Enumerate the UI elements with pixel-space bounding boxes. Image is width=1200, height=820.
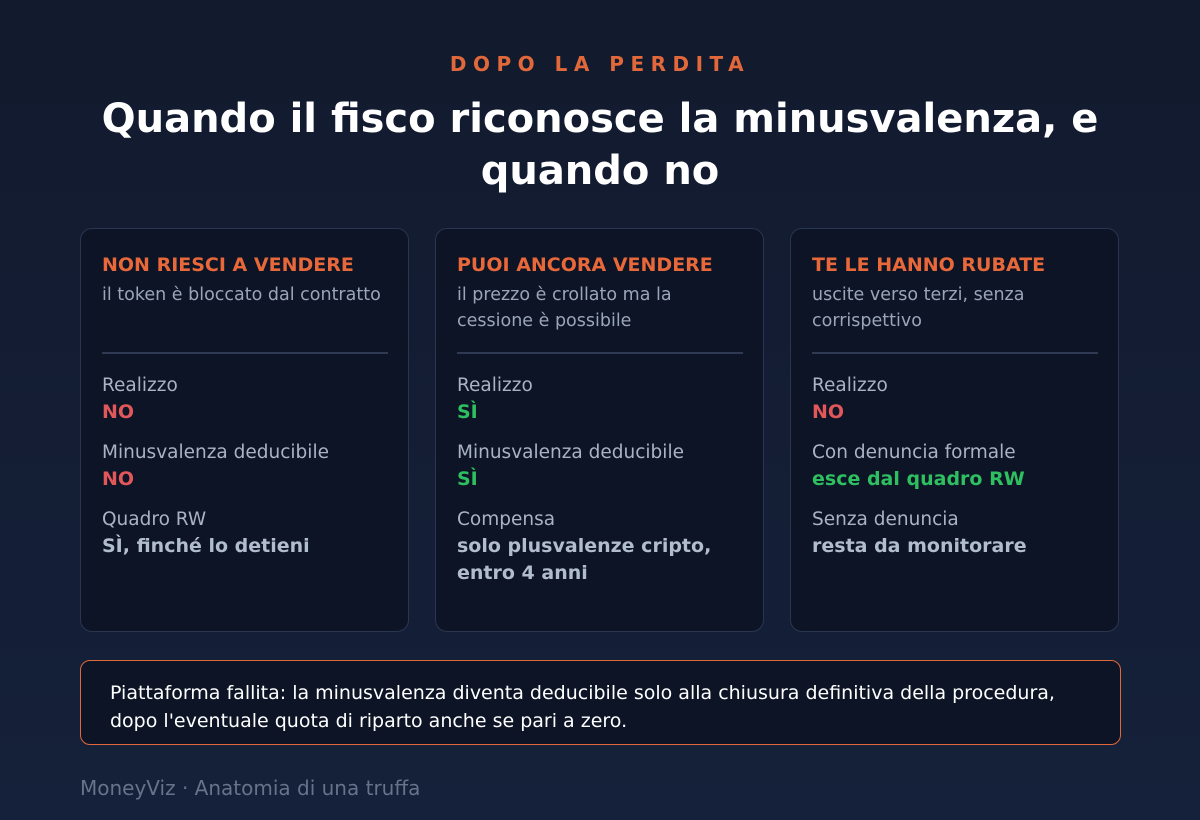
row-value: SÌ xyxy=(457,468,478,490)
row-label: Quadro RW xyxy=(102,509,207,530)
row-realizzo xyxy=(102,372,388,426)
row-value: NO xyxy=(102,401,135,423)
row-minusvalenza xyxy=(457,439,743,493)
row-value: esce dal quadro RW xyxy=(812,468,1025,490)
card-can-sell xyxy=(435,228,764,632)
row-value: solo plusvalenze cripto, entro 4 anni xyxy=(457,535,712,584)
row-value: resta da monitorare xyxy=(812,535,1027,557)
row-realizzo xyxy=(457,372,743,426)
row-realizzo xyxy=(812,372,1098,426)
row-label: Minusvalenza deducibile xyxy=(457,442,684,463)
eyebrow-label: DOPO LA PERDITA xyxy=(449,52,751,76)
row-compensa xyxy=(457,506,743,587)
cards-container xyxy=(80,228,1119,632)
card-cannot-sell xyxy=(80,228,409,632)
row-label: Minusvalenza deducibile xyxy=(102,442,329,463)
row-without-report xyxy=(812,506,1098,560)
row-label: Realizzo xyxy=(457,375,533,396)
card-divider xyxy=(812,352,1098,354)
note-callout: Piattaforma fallita: la minusvalenza diventa deducibile solo alla chiusura definitiva della procedura, dopo l'eventuale quota di riparto anche se pari a zero. xyxy=(80,660,1121,745)
card-divider xyxy=(102,352,388,354)
row-value: SÌ, finché lo detieni xyxy=(102,535,310,557)
row-value: NO xyxy=(812,401,845,423)
row-label: Senza denuncia xyxy=(812,509,959,530)
row-label: Realizzo xyxy=(812,375,888,396)
row-label: Compensa xyxy=(457,509,556,530)
card-stolen xyxy=(790,228,1119,632)
page-title: Quando il fisco riconosce la minusvalenza, e quando no xyxy=(101,96,1099,194)
row-minusvalenza xyxy=(102,439,388,493)
row-quadro-rw xyxy=(102,506,388,560)
footer-credit: MoneyViz · Anatomia di una truffa xyxy=(80,776,421,800)
card-title: PUOI ANCORA VENDERE xyxy=(457,254,713,276)
row-label: Realizzo xyxy=(102,375,178,396)
card-divider xyxy=(457,352,743,354)
card-subtitle: il token è bloccato dal contratto xyxy=(102,285,381,305)
card-title: NON RIESCI A VENDERE xyxy=(102,254,354,276)
row-value: NO xyxy=(102,468,135,490)
card-subtitle: uscite verso terzi, senza corrispettivo xyxy=(812,285,1025,331)
row-with-report xyxy=(812,439,1098,493)
card-title: TE LE HANNO RUBATE xyxy=(812,254,1046,276)
row-label: Con denuncia formale xyxy=(812,442,1016,463)
row-value: SÌ xyxy=(457,401,478,423)
card-subtitle: il prezzo è crollato ma la cessione è possibile xyxy=(457,285,672,331)
